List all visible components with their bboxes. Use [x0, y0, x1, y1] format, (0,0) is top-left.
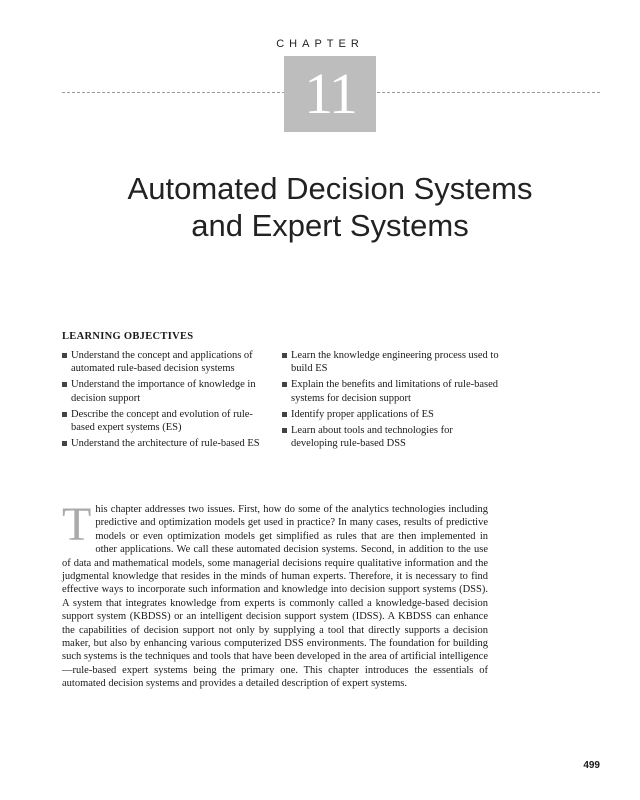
- learning-objectives-heading: LEARNING OBJECTIVES: [62, 331, 194, 342]
- objective-item: [62, 437, 274, 450]
- objective-text: Understand the concept and applications of automated rule-based decision systems: [71, 350, 253, 375]
- chapter-number-box: [284, 56, 376, 132]
- objective-text: Learn the knowledge engineering process used to build ES: [291, 350, 499, 375]
- square-bullet-icon: [282, 412, 287, 417]
- chapter-title-line-1: Automated Decision Systems: [127, 171, 533, 206]
- square-bullet-icon: [62, 441, 67, 446]
- objective-item: [62, 378, 274, 405]
- square-bullet-icon: [62, 412, 67, 417]
- chapter-number: 11: [304, 61, 356, 126]
- square-bullet-icon: [282, 353, 287, 358]
- objective-text: Identify proper applications of ES: [291, 408, 434, 420]
- square-bullet-icon: [62, 353, 67, 358]
- objective-item: [62, 349, 274, 376]
- chapter-title-line-2: and Expert Systems: [191, 208, 469, 243]
- objectives-right-column: [282, 349, 502, 453]
- objective-item: [282, 424, 502, 451]
- objective-item: [62, 408, 274, 435]
- square-bullet-icon: [62, 382, 67, 387]
- objectives-left-column: [62, 349, 274, 453]
- objective-item: [282, 408, 502, 421]
- objective-text: Explain the benefits and limitations of rule-based systems for decision support: [291, 379, 499, 404]
- page-number: 499: [583, 760, 600, 771]
- chapter-title: [60, 170, 600, 244]
- objective-item: [282, 378, 502, 405]
- square-bullet-icon: [282, 428, 287, 433]
- square-bullet-icon: [282, 382, 287, 387]
- objective-item: [282, 349, 502, 376]
- objective-text: Describe the concept and evolution of rule-based expert systems (ES): [71, 408, 253, 434]
- body-paragraph-text: his chapter addresses two issues. First, how do some of the analytics technologies including predictive and optimization models get used in practice? In many cases, results of predictive models or even optimization models get simplified as rules that are then implemented in other applications. We call these automated decision systems. Second, in addition to the use of data and mathematical models, some managerial decisions require qualitative information and the judgmental knowledge that resides in the minds of human experts. Therefore, it is necessary to find effective ways to incorporate such information and knowledge into decision support systems (DSS). A system that integrates knowledge from experts is commonly called a knowledge-based decision support system (KBDSS) or an intelligent decision support system (IDSS). A KBDSS can enhance the capabilities of decision support not only by supplying a tool that directly supports a decision maker, but also by enhancing various computerized DSS environments. The foundation for building such systems is the techniques and tools that have been developed in the area of artificial intelligence—rule-based expert systems being the primary one. This chapter introduces the essentials of automated decision systems and provides a detailed description of expert systems.: [62, 504, 488, 690]
- drop-cap: T: [62, 498, 92, 551]
- objective-text: Learn about tools and technologies for developing rule-based DSS: [291, 424, 453, 450]
- objective-text: Understand the importance of knowledge in decision support: [71, 379, 256, 404]
- objective-text: Understand the architecture of rule-based ES: [71, 438, 260, 450]
- body-paragraph: [62, 498, 488, 691]
- chapter-label: CHAPTER: [276, 38, 364, 50]
